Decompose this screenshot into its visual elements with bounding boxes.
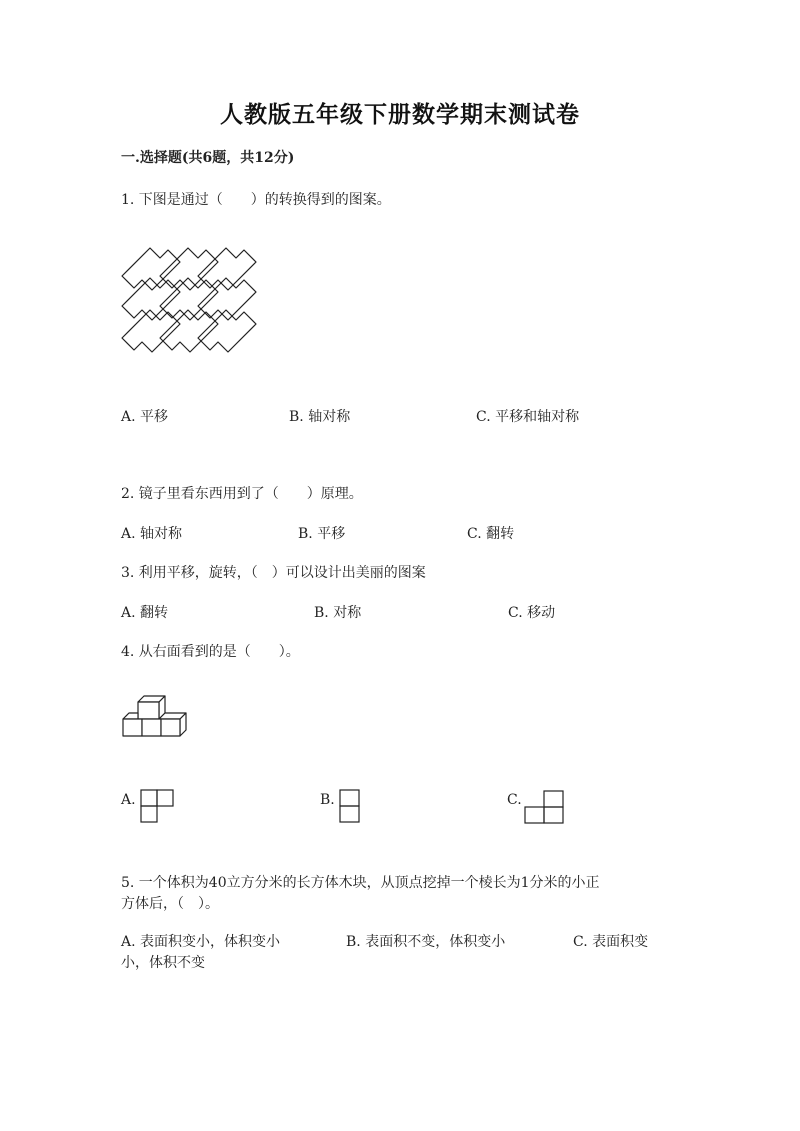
question-4-option-c[interactable]: C.: [507, 792, 522, 808]
question-4-option-b[interactable]: B.: [320, 792, 335, 808]
question-2-stem: 2. 镜子里看东西用到了（ ）原理。: [121, 486, 363, 502]
question-1-option-a[interactable]: A. 平移: [121, 409, 169, 425]
option-a-view-figure: [140, 789, 176, 825]
option-b-view-figure: [339, 789, 361, 825]
question-3-option-a[interactable]: A. 翻转: [121, 605, 169, 621]
page-title: 人教版五年级下册数学期末测试卷: [220, 101, 580, 128]
tile-shape: [122, 310, 180, 352]
tile-shape: [198, 310, 256, 352]
question-4-stem: 4. 从右面看到的是（ ）。: [121, 644, 300, 660]
question-2-option-a[interactable]: A. 轴对称: [121, 526, 183, 542]
question-2-option-b[interactable]: B. 平移: [298, 526, 346, 542]
cube-front-face: [142, 719, 161, 736]
cube-front-face: [138, 702, 159, 719]
question-5-option-a[interactable]: A. 表面积变小，体积变小: [121, 934, 281, 950]
question-3-option-b[interactable]: B. 对称: [314, 605, 362, 621]
question-1-stem: 1. 下图是通过（ ）的转换得到的图案。: [121, 192, 391, 208]
question-1-tessellation-figure: [118, 238, 268, 366]
question-2-option-c[interactable]: C. 翻转: [467, 526, 515, 542]
question-1-option-b[interactable]: B. 轴对称: [289, 409, 351, 425]
question-5-option-c-continued: 小，体积不变: [121, 955, 205, 971]
question-5-option-b[interactable]: B. 表面积不变，体积变小: [346, 934, 506, 950]
cube-front-face: [161, 719, 180, 736]
question-4-cube-stack-figure: [121, 695, 191, 745]
question-4-option-a[interactable]: A.: [121, 792, 136, 808]
question-3-option-c[interactable]: C. 移动: [508, 605, 556, 621]
cube-top-face: [123, 713, 138, 719]
question-5-stem-line-1: 5. 一个体积为40立方分米的长方体木块，从顶点挖掉一个棱长为1分米的小正: [121, 875, 600, 891]
question-1-option-c[interactable]: C. 平移和轴对称: [476, 409, 580, 425]
question-3-stem: 3. 利用平移，旋转，（ ）可以设计出美丽的图案: [121, 565, 426, 581]
tile-shape: [160, 310, 218, 352]
section-heading: 一.选择题(共6题，共12分): [121, 150, 295, 166]
question-5-stem-line-2: 方体后，（ ）。: [121, 896, 219, 912]
cube-front-face: [123, 719, 142, 736]
option-c-view-figure: [524, 790, 566, 826]
question-5-option-c[interactable]: C. 表面积变: [573, 934, 649, 950]
